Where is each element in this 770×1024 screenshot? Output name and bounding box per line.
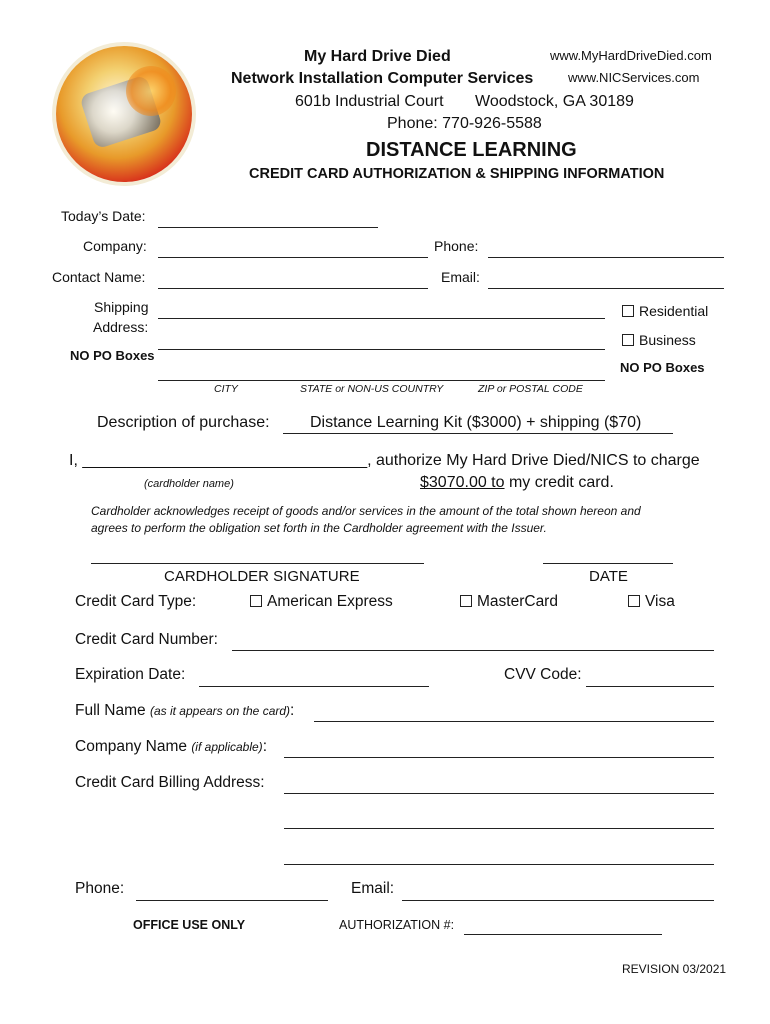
mastercard-label: MasterCard xyxy=(477,593,558,610)
full-name-label: Full Name xyxy=(75,702,146,719)
card-type-label: Credit Card Type: xyxy=(75,593,197,610)
card-company-colon: : xyxy=(262,738,267,755)
phone-field[interactable] xyxy=(488,257,724,258)
city-caption: CITY xyxy=(214,383,238,395)
business-label: Business xyxy=(639,332,696,348)
billing-address-line-1[interactable] xyxy=(284,793,714,794)
page-title: DISTANCE LEARNING xyxy=(366,139,577,161)
company-name: My Hard Drive Died xyxy=(304,48,451,65)
website-link-1[interactable]: www.MyHardDriveDied.com xyxy=(550,48,712,63)
revision-label: REVISION 03/2021 xyxy=(622,962,727,976)
mastercard-option[interactable] xyxy=(460,593,558,611)
visa-checkbox[interactable] xyxy=(628,595,640,607)
full-name-note: (as it appears on the card) xyxy=(149,704,291,718)
cvv-label: CVV Code: xyxy=(504,666,582,683)
acknowledgement-line-1: Cardholder acknowledges receipt of goods and/or services in the amount of the total shown hereon and xyxy=(91,504,641,518)
signature-field[interactable] xyxy=(91,563,424,564)
description-label: Description of purchase: xyxy=(97,414,270,431)
charge-amount-suffix: my credit card. xyxy=(504,474,614,491)
card-company-note: (if applicable) xyxy=(191,740,263,754)
business-option[interactable] xyxy=(622,332,696,348)
no-po-boxes-note-left: NO PO Boxes xyxy=(70,348,155,363)
office-use-label: OFFICE USE ONLY xyxy=(133,918,246,932)
description-field[interactable] xyxy=(283,433,673,434)
shipping-address-line-1[interactable] xyxy=(158,318,605,319)
no-po-boxes-note-right: NO PO Boxes xyxy=(620,360,705,375)
full-name-field[interactable] xyxy=(314,721,714,722)
shipping-address-line-2[interactable] xyxy=(158,349,605,350)
contact-name-label: Contact Name: xyxy=(52,269,146,285)
phone-label: Phone: xyxy=(434,238,479,254)
amex-label: American Express xyxy=(267,593,393,610)
contact-name-field[interactable] xyxy=(158,288,428,289)
full-name-colon: : xyxy=(290,702,295,719)
website-link-2[interactable]: www.NICServices.com xyxy=(568,70,700,85)
authorization-number-field[interactable] xyxy=(464,934,662,935)
company-logo xyxy=(56,46,192,182)
company-name-label-line xyxy=(75,738,267,756)
expiration-field[interactable] xyxy=(199,686,429,687)
charge-amount: $3070.00 to xyxy=(420,474,505,491)
card-company-label: Company Name xyxy=(75,738,187,755)
address-label: Address: xyxy=(93,319,149,335)
city-state-zip: Woodstock, GA 30189 xyxy=(475,93,634,110)
description-value: Distance Learning Kit ($3000) + shipping ($70) xyxy=(310,414,642,431)
full-name-label-line xyxy=(75,702,294,720)
amex-option[interactable] xyxy=(250,593,393,611)
card-number-label: Credit Card Number: xyxy=(75,631,218,648)
card-email-field[interactable] xyxy=(402,900,714,901)
amex-checkbox[interactable] xyxy=(250,595,262,607)
state-caption: STATE or NON-US COUNTRY xyxy=(300,383,444,395)
todays-date-label: Today’s Date: xyxy=(61,208,146,224)
flame-graphic xyxy=(126,66,176,116)
signature-label: CARDHOLDER SIGNATURE xyxy=(164,568,360,585)
charge-amount-line xyxy=(420,474,614,492)
visa-option[interactable] xyxy=(628,593,675,611)
card-number-field[interactable] xyxy=(232,650,714,651)
authorization-statement: I, ________________________________, authorize My Hard Drive Died/NICS to charge xyxy=(69,452,700,469)
company-field[interactable] xyxy=(158,257,428,258)
card-phone-field[interactable] xyxy=(136,900,328,901)
billing-address-line-2[interactable] xyxy=(284,828,714,829)
shipping-label: Shipping xyxy=(94,299,149,315)
residential-label: Residential xyxy=(639,303,709,319)
billing-address-line-3[interactable] xyxy=(284,864,714,865)
business-checkbox[interactable] xyxy=(622,334,634,346)
cardholder-name-caption: (cardholder name) xyxy=(144,478,234,490)
company-phone: Phone: 770-926-5588 xyxy=(387,115,542,132)
date-field[interactable] xyxy=(543,563,673,564)
residential-checkbox[interactable] xyxy=(622,305,634,317)
billing-address-label: Credit Card Billing Address: xyxy=(75,774,265,791)
date-label: DATE xyxy=(589,568,628,585)
shipping-address-line-3[interactable] xyxy=(158,380,605,381)
card-phone-label: Phone: xyxy=(75,880,125,897)
page-subtitle: CREDIT CARD AUTHORIZATION & SHIPPING INFORMATION xyxy=(249,166,665,182)
card-company-field[interactable] xyxy=(284,757,714,758)
street-address: 601b Industrial Court xyxy=(295,93,444,110)
expiration-label: Expiration Date: xyxy=(75,666,186,683)
company-label: Company: xyxy=(83,238,147,254)
card-email-label: Email: xyxy=(351,880,395,897)
residential-option[interactable] xyxy=(622,303,708,319)
company-subtitle: Network Installation Computer Services xyxy=(231,70,534,87)
zip-caption: ZIP or POSTAL CODE xyxy=(478,383,583,395)
todays-date-field[interactable] xyxy=(158,227,378,228)
mastercard-checkbox[interactable] xyxy=(460,595,472,607)
acknowledgement-line-2: agrees to perform the obligation set forth in the Cardholder agreement with the Issuer. xyxy=(91,521,547,535)
visa-label: Visa xyxy=(645,593,675,610)
authorization-number-label: AUTHORIZATION #: xyxy=(339,918,455,932)
cvv-field[interactable] xyxy=(586,686,714,687)
email-field[interactable] xyxy=(488,288,724,289)
email-label: Email: xyxy=(441,269,480,285)
